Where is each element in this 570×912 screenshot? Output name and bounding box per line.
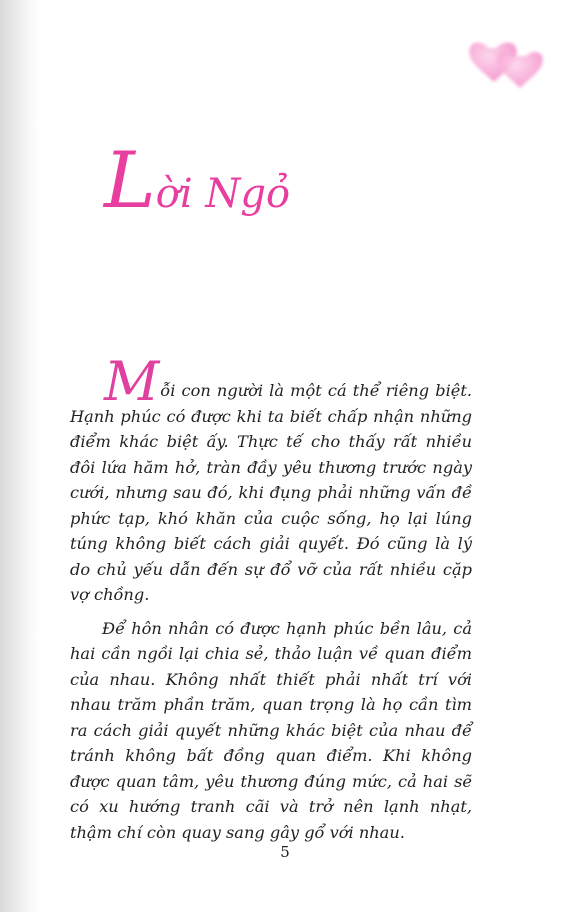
paragraph-1-text: ỗi con người là một cá thể riêng biệt. Hạnh phúc có được khi ta biết chấp nhận những điểm khác biệt ấy. Thực tế cho thấy rất nhiều đôi lứa hăm hở, tràn đầy yêu thương trước ngày cưới, nhưng sau đó, khi đụng phải những vấn đề phức tạp, khó khăn của cuộc sống, họ lại lúng túng không biết cách giải quyết. Đó cũng là lý do chủ yếu dẫn đến sự đổ vỡ của rất nhiều cặp vợ chồng. xyxy=(70,381,472,604)
paragraph-1 xyxy=(70,350,472,608)
paragraph-2: Để hôn nhân có được hạnh phúc bền lâu, cả hai cần ngồi lại chia sẻ, thảo luận về quan điểm của nhau. Không nhất thiết phải nhất trí với nhau trăm phần trăm, quan trọng là họ cần tìm ra cách giải quyết những khác biệt của nhau để tránh không bất đồng quan điểm. Khi không được quan tâm, yêu thương đúng mức, cả hai sẽ có xu hướng tranh cãi và trở nên lạnh nhạt, thậm chí còn quay sang gây gổ với nhau. xyxy=(70,618,472,842)
drop-cap: M xyxy=(104,350,160,413)
title-rest: ời Ngỏ xyxy=(155,171,291,217)
hearts-icon xyxy=(466,36,550,96)
title-first-letter: L xyxy=(104,136,156,226)
page-title xyxy=(104,136,290,226)
body-text xyxy=(70,350,472,845)
page-number: 5 xyxy=(280,843,290,861)
